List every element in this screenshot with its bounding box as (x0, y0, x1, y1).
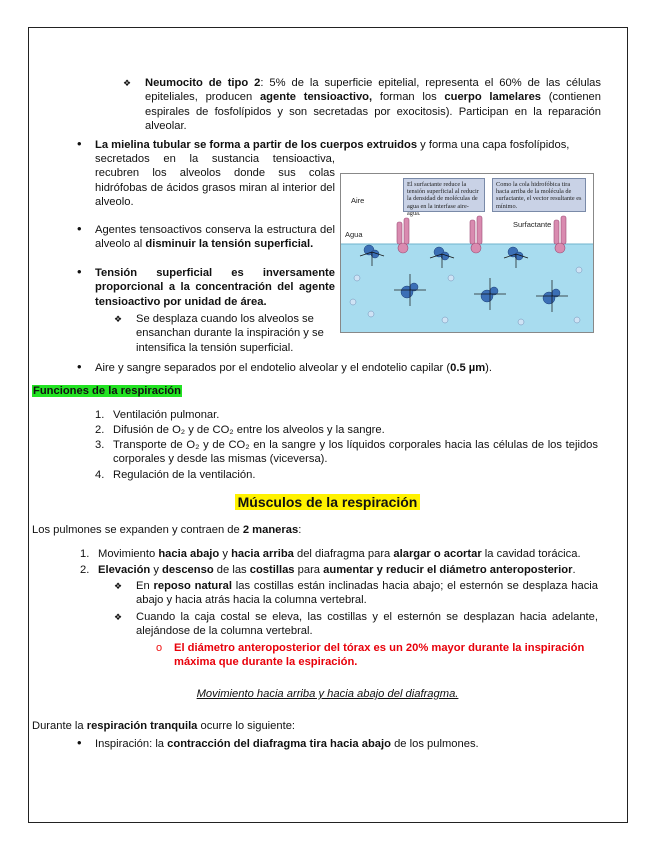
funciones-heading: Funciones de la respiración (33, 385, 181, 397)
water-layer (341, 244, 594, 333)
tension-superficial-item: • Tensión superficial es inversamente proporcional a la concentración del agente tensioactivo por unidad de área. (95, 266, 335, 309)
funciones-item-3: 3. Transporte de O₂ y de CO₂ en la sangre y los líquidos corporales hacia las células de los tejidos corporales y desde las mismas (viceversa). (95, 439, 598, 466)
aire-sangre-item: • Aire y sangre separados por el endotelio alveolar y el endotelio capilar (0.5 µm). (95, 361, 605, 375)
figure-note-left: El surfactante reduce la tensión superficial al reducir la densidad de moléculas de agua en la interfase aire-agua. (403, 178, 485, 212)
figure-label-air: Aire (351, 196, 365, 205)
musculos-item-2: 2. Elevación y descenso de las costillas para aumentar y reducir el diámetro anteroposterior. (80, 564, 576, 576)
musculos-title: Músculos de la respiración (0, 495, 655, 511)
diaphragm-caption: Movimiento hacia arriba y hacia abajo del diafragma. (196, 688, 459, 700)
musculos-subitem-2: ❖ Cuando la caja costal se eleva, las costillas y el esternón se desplazan hacia adelante, alejándose de la columna vertebral. (136, 610, 598, 639)
musculos-subitem-1: ❖ En reposo natural las costillas están inclinadas hacia abajo; el esternón se desplaza hacia abajo y hacia atrás hacia la columna vertebral. (136, 579, 598, 608)
funciones-item-4: 4. Regulación de la ventilación. (95, 469, 256, 481)
funciones-item-1: 1. Ventilación pulmonar. (95, 409, 220, 421)
quiet-breathing-intro: Durante la respiración tranquila ocurre lo siguiente: (32, 720, 296, 732)
figure-note-right: Como la cola hidrofóbica tira hacia arriba de la molécula de surfactante, el vector resultante es mínimo. (492, 178, 586, 212)
funciones-item-2: 2. Difusión de O₂ y de CO₂ entre los alveolos y la sangre. (95, 424, 385, 436)
se-desplaza-subitem: ❖ Se desplaza cuando los alveolos se ensanchan durante la inspiración y se intensifica la tensión superficial. (136, 312, 336, 355)
neumocito-tipo-2-item: ❖ Neumocito de tipo 2: 5% de la superficie epitelial, representa el 60% de las células epiteliales, producen agente tensioactivo, forman los cuerpo lamelares (contienen espirales de fosfolípidos y son secretadas por exocitosis). Participan en la reparación alveolar. (145, 76, 601, 133)
mielina-tubular-item: • La mielina tubular se forma a partir de los cuerpos extruidos y forma una capa fosfolípidos, (95, 138, 605, 152)
surfactant-figure (340, 173, 594, 333)
musculos-item-1: 1. Movimiento hacia abajo y hacia arriba del diafragma para alargar o acortar la cavidad torácica. (80, 548, 581, 560)
musculos-intro: Los pulmones se expanden y contraen de 2 maneras: (32, 524, 302, 536)
agentes-tensoactivos-item: • Agentes tensoactivos conserva la estructura del alveolo al disminuir la tensión superficial. (95, 223, 335, 252)
mielina-tubular-continuation: secretados en la sustancia tensioactiva, recubren los alveolos donde sus colas hidrófobas de ácidos grasos miran al interior del alveolo. (95, 153, 335, 208)
figure-label-water: Agua (345, 230, 363, 239)
inspiration-item: • Inspiración: la contracción del diafragma tira hacia abajo de los pulmones. (95, 737, 600, 751)
anteroposterior-note: o El diámetro anteroposterior del tórax es un 20% mayor durante la inspiración máxima que durante la espiración. (174, 641, 598, 670)
figure-label-surfactant: Surfactante (513, 220, 552, 229)
